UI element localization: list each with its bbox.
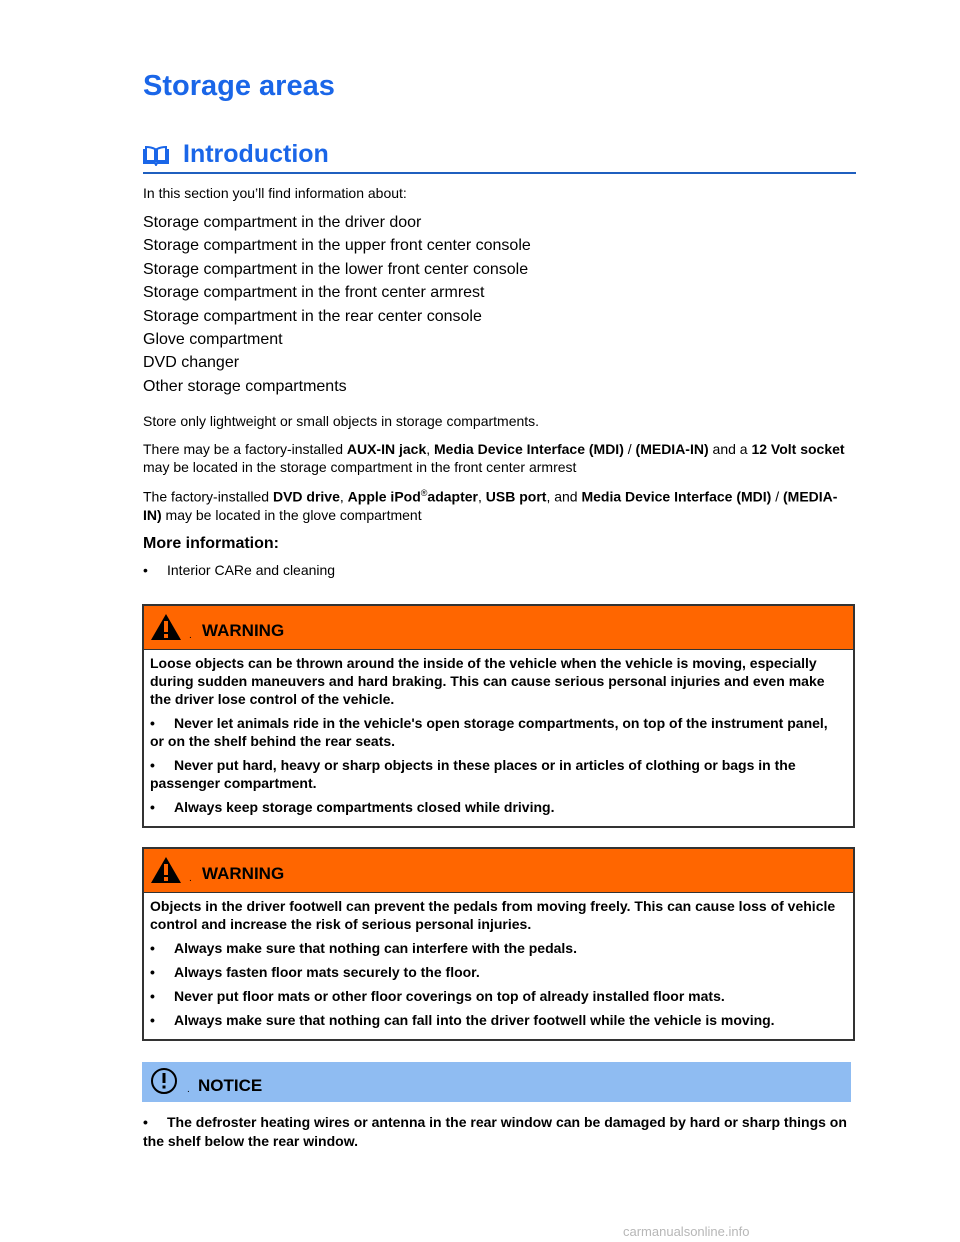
topic-link[interactable]: Storage compartment in the upper front center console [143,237,531,255]
warning-label: WARNING [202,864,285,883]
warning-intro: Objects in the driver footwell can prevent the pedals from moving freely. This can cause loss of vehicle control and increase the risk of serious personal injuries. [150,898,836,932]
more-info-link[interactable]: Interior CARe and cleaning [167,562,336,578]
watermark: carmanualsonline.info [623,1224,750,1239]
warning-bullet: • Always keep storage compartments closed while driving. [150,799,555,815]
warning-bullet: • Never put floor mats or other floor coverings on top of already installed floor mats. [150,988,725,1004]
warning-bullet: • Never put hard, heavy or sharp objects in these places or in articles of clothing or bags in the passenger compartment. [150,757,796,791]
topic-link[interactable]: Glove compartment [143,330,283,348]
warning-bullet: • Always make sure that nothing can interfere with the pedals. [150,940,577,956]
warning-content [144,650,853,826]
warning-intro: Loose objects can be thrown around the inside of the vehicle when the vehicle is moving, especially during sudden maneuvers and hard braking. This can cause serious personal injuries and even make the driver lose control of the vehicle. [150,655,825,707]
topic-link[interactable]: Other storage compartments [143,377,347,395]
section-lead: In this section you’ll find information about: [143,185,407,201]
warning-triangle-icon [150,856,182,884]
more-info-heading: More information: [143,535,279,552]
more-info-item[interactable] [143,562,335,578]
notice-header: . NOTICE [142,1062,851,1102]
warning-content [144,893,853,1039]
topic-link[interactable]: Storage compartment in the front center armrest [143,284,485,302]
notice-bullet: • The defroster heating wires or antenna in the rear window can be damaged by hard or sharp things on the shelf below the rear window. [143,1114,847,1149]
warning-box [142,847,855,1041]
topic-link[interactable]: Storage compartment in the driver door [143,214,422,231]
notice-label: NOTICE [198,1076,263,1095]
topic-list [143,211,531,398]
bullet: • [143,562,148,578]
warning-bullet: • Never let animals ride in the vehicle's open storage compartments, on top of the instrument panel, or on the shelf behind the rear seats. [150,715,828,749]
paragraph-glovebox-features: The factory-installed DVD drive, Apple iPod®adapter, USB port, and Media Device Interface (MDI) / (MEDIA-IN) may be located in the glove compartment [143,488,838,523]
book-icon [143,146,169,166]
warning-label: WARNING [202,621,285,640]
warning-bullet: • Always fasten floor mats securely to the floor. [150,964,480,980]
section-header [143,138,856,174]
topic-link[interactable]: DVD changer [143,354,240,372]
topic-link[interactable]: Storage compartment in the lower front center console [143,260,529,278]
warning-header: . WARNING [144,606,853,650]
topic-link[interactable]: Storage compartment in the rear center console [143,307,482,325]
section-title: Introduction [183,140,329,168]
exclamation-circle-icon [150,1067,178,1095]
warning-header: . WARNING [144,849,853,893]
paragraph-armrest-features: There may be a factory-installed AUX-IN jack, Media Device Interface (MDI) / (MEDIA-IN) and a 12 Volt socket may be located in the storage compartment in the front center armrest [143,441,845,475]
page-title: Storage areas [143,70,335,102]
warning-box [142,604,855,828]
paragraph-storage-note: Store only lightweight or small objects in storage compartments. [143,413,540,429]
warning-triangle-icon [150,613,182,641]
warning-bullet: • Always make sure that nothing can fall into the driver footwell while the vehicle is moving. [150,1012,775,1028]
